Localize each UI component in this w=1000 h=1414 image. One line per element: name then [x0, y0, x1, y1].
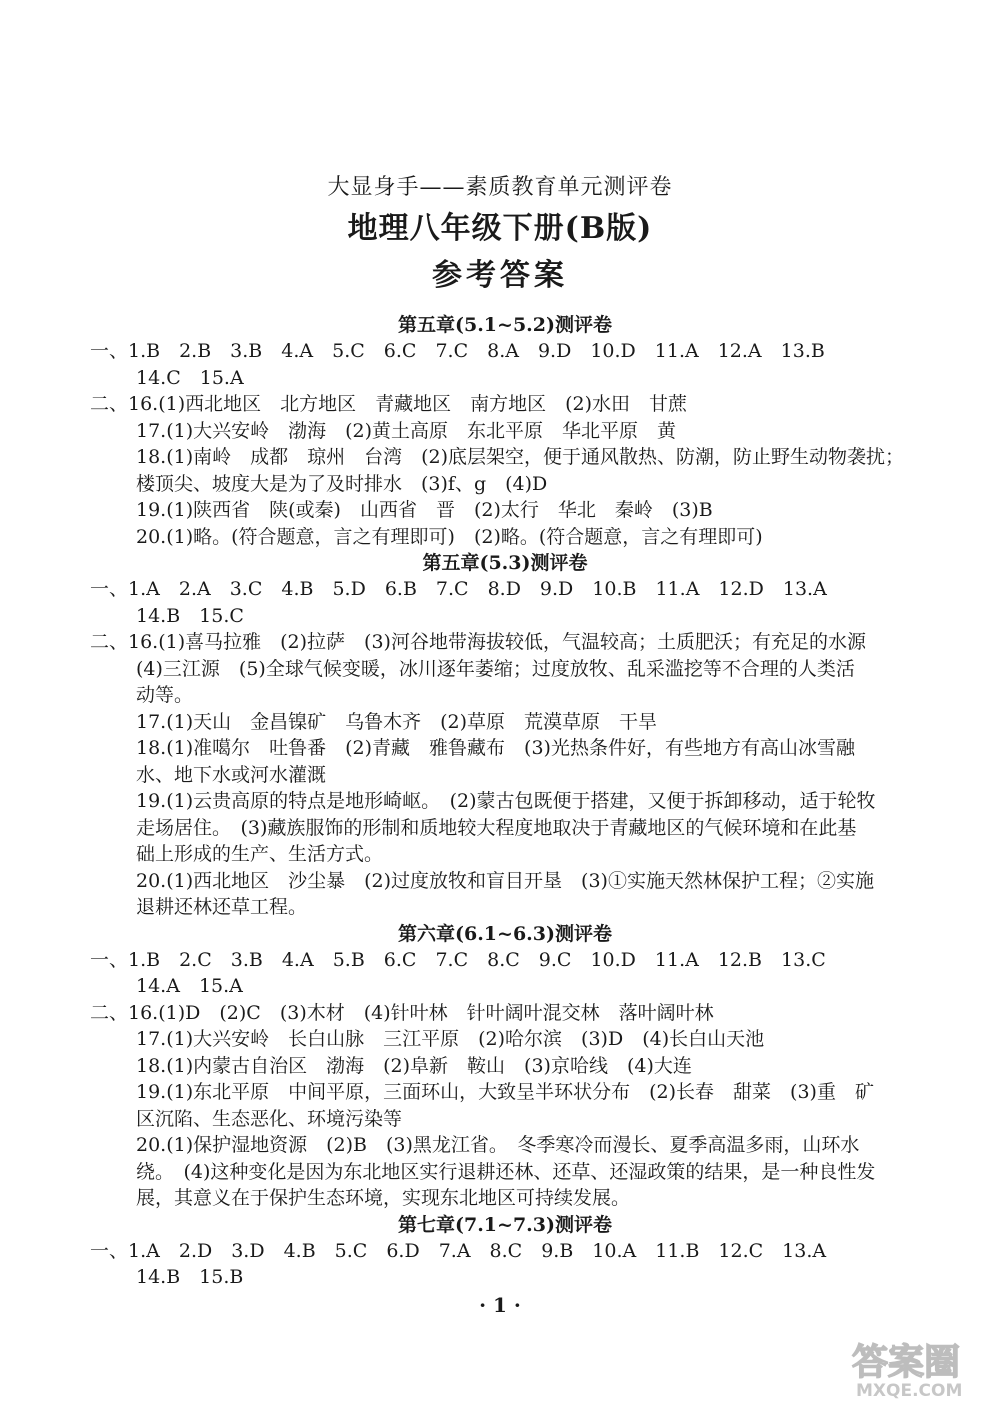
- answer-line: 14.A 15.A: [136, 975, 243, 997]
- answer-line: 础上形成的生产、生活方式。: [136, 843, 384, 865]
- answer-line: 19.(1)东北平原 中间平原，三面环山，大致呈半环状分布 (2)长春 甜菜 (3)重 矿: [136, 1081, 874, 1103]
- page-number: · 1 ·: [479, 1293, 521, 1317]
- answer-line: 18.(1)南岭 成都 琼州 台湾 (2)底层架空，便于通风散热、防潮，防止野生动物袭扰；: [136, 446, 905, 468]
- answer-line: 19.(1)陕西省 陕(或秦) 山西省 晋 (2)太行 华北 秦岭 (3)B: [136, 499, 713, 521]
- series-title: 大显身手——素质教育单元测评卷: [327, 175, 673, 200]
- section-title: 第七章(7.1~7.3)测评卷: [397, 1213, 612, 1236]
- answer-line: 20.(1)西北地区 沙尘暴 (2)过度放牧和盲目开垦 (3)①实施天然林保护工程；②实施: [136, 869, 874, 892]
- section-title: 第五章(5.1~5.2)测评卷: [397, 314, 612, 336]
- answer-content: [90, 312, 920, 1291]
- answer-line: 18.(1)准噶尔 吐鲁番 (2)青藏 雅鲁藏布 (3)光热条件好，有些地方有高山冰雪融: [136, 737, 855, 759]
- answer-line: 区沉陷、生态恶化、环境污染等: [136, 1107, 403, 1130]
- section-title: 第六章(6.1~6.3)测评卷: [397, 922, 612, 945]
- answer-line: 一、1.B 2.C 3.B 4.A 5.B 6.C 7.C 8.C 9.C 10.D 11.A 12.B 13.C: [90, 948, 826, 971]
- answer-line: 二、16.(1)西北地区 北方地区 青藏地区 南方地区 (2)水田 甘蔗: [90, 393, 688, 415]
- answer-line: 楼顶尖、坡度大是为了及时排水 (3)f、g (4)D: [136, 472, 548, 495]
- answer-line: (4)三江源 (5)全球气候变暖，冰川逐年萎缩；过度放牧、乱采滥挖等不合理的人类活: [136, 657, 855, 680]
- answer-line: 一、1.B 2.B 3.B 4.A 5.C 6.C 7.C 8.A 9.D 10.D 11.A 12.A 13.B: [90, 340, 825, 362]
- answer-line: 18.(1)内蒙古自治区 渤海 (2)阜新 鞍山 (3)京哈线 (4)大连: [136, 1054, 692, 1077]
- answer-line: 14.B 15.C: [136, 604, 244, 627]
- answer-line: 17.(1)大兴安岭 渤海 (2)黄土高原 东北平原 华北平原 黄: [136, 419, 677, 442]
- answer-line: 一、1.A 2.D 3.D 4.B 5.C 6.D 7.A 8.C 9.B 10.A 11.B 12.C 13.A: [90, 1239, 827, 1262]
- answer-line: 14.C 15.A: [136, 366, 244, 389]
- answer-line: 水、地下水或河水灌溉: [136, 763, 327, 786]
- answer-line: 绕。 (4)这种变化是因为东北地区实行退耕还林、还草、还湿政策的结果，是一种良性发: [136, 1160, 876, 1183]
- answer-line: 一、1.A 2.A 3.C 4.B 5.D 6.B 7.C 8.D 9.D 10.B 11.A 12.D 13.A: [90, 578, 827, 600]
- answer-heading: 参考答案: [432, 258, 568, 293]
- answer-line: 19.(1)云贵高原的特点是地形崎岖。 (2)蒙古包既便于搭建，又便于拆卸移动，适于轮牧: [136, 790, 876, 812]
- watermark-logo: [850, 1338, 978, 1400]
- answer-line: 20.(1)略。(符合题意，言之有理即可) (2)略。(符合题意，言之有理即可): [136, 525, 763, 548]
- answer-line: 二、16.(1)喜马拉雅 (2)拉萨 (3)河谷地带海拔较低，气温较高；土质肥沃；有充足的水源: [90, 631, 866, 653]
- answer-line: 20.(1)保护湿地资源 (2)B (3)黑龙江省。 冬季寒冷而漫长、夏季高温多雨，山环水: [136, 1134, 860, 1156]
- answer-line: 退耕还林还草工程。: [136, 896, 308, 918]
- answer-line: 14.B 15.B: [136, 1266, 244, 1288]
- book-title: 地理八年级下册(B版): [347, 211, 653, 246]
- answer-line: 走场居住。 (3)藏族服饰的形制和质地较大程度地取决于青藏地区的气候环境和在此基: [136, 816, 857, 839]
- answer-line: 二、16.(1)D (2)C (3)木材 (4)针叶林 针叶阔叶混交林 落叶阔叶林: [90, 1001, 714, 1024]
- answer-line: 动等。: [136, 684, 194, 706]
- section-title: 第五章(5.3)测评卷: [422, 552, 588, 574]
- answer-line: 17.(1)大兴安岭 长白山脉 三江平原 (2)哈尔滨 (3)D (4)长白山天池: [136, 1028, 765, 1050]
- watermark-url: MXQE.COM: [856, 1381, 963, 1400]
- watermark-logo-text: 答案圈: [852, 1342, 961, 1383]
- answer-line: 17.(1)天山 金昌镍矿 乌鲁木齐 (2)草原 荒漠草原 干旱: [136, 710, 658, 733]
- answer-line: 展，其意义在于保护生态环境，实现东北地区可持续发展。: [136, 1187, 631, 1209]
